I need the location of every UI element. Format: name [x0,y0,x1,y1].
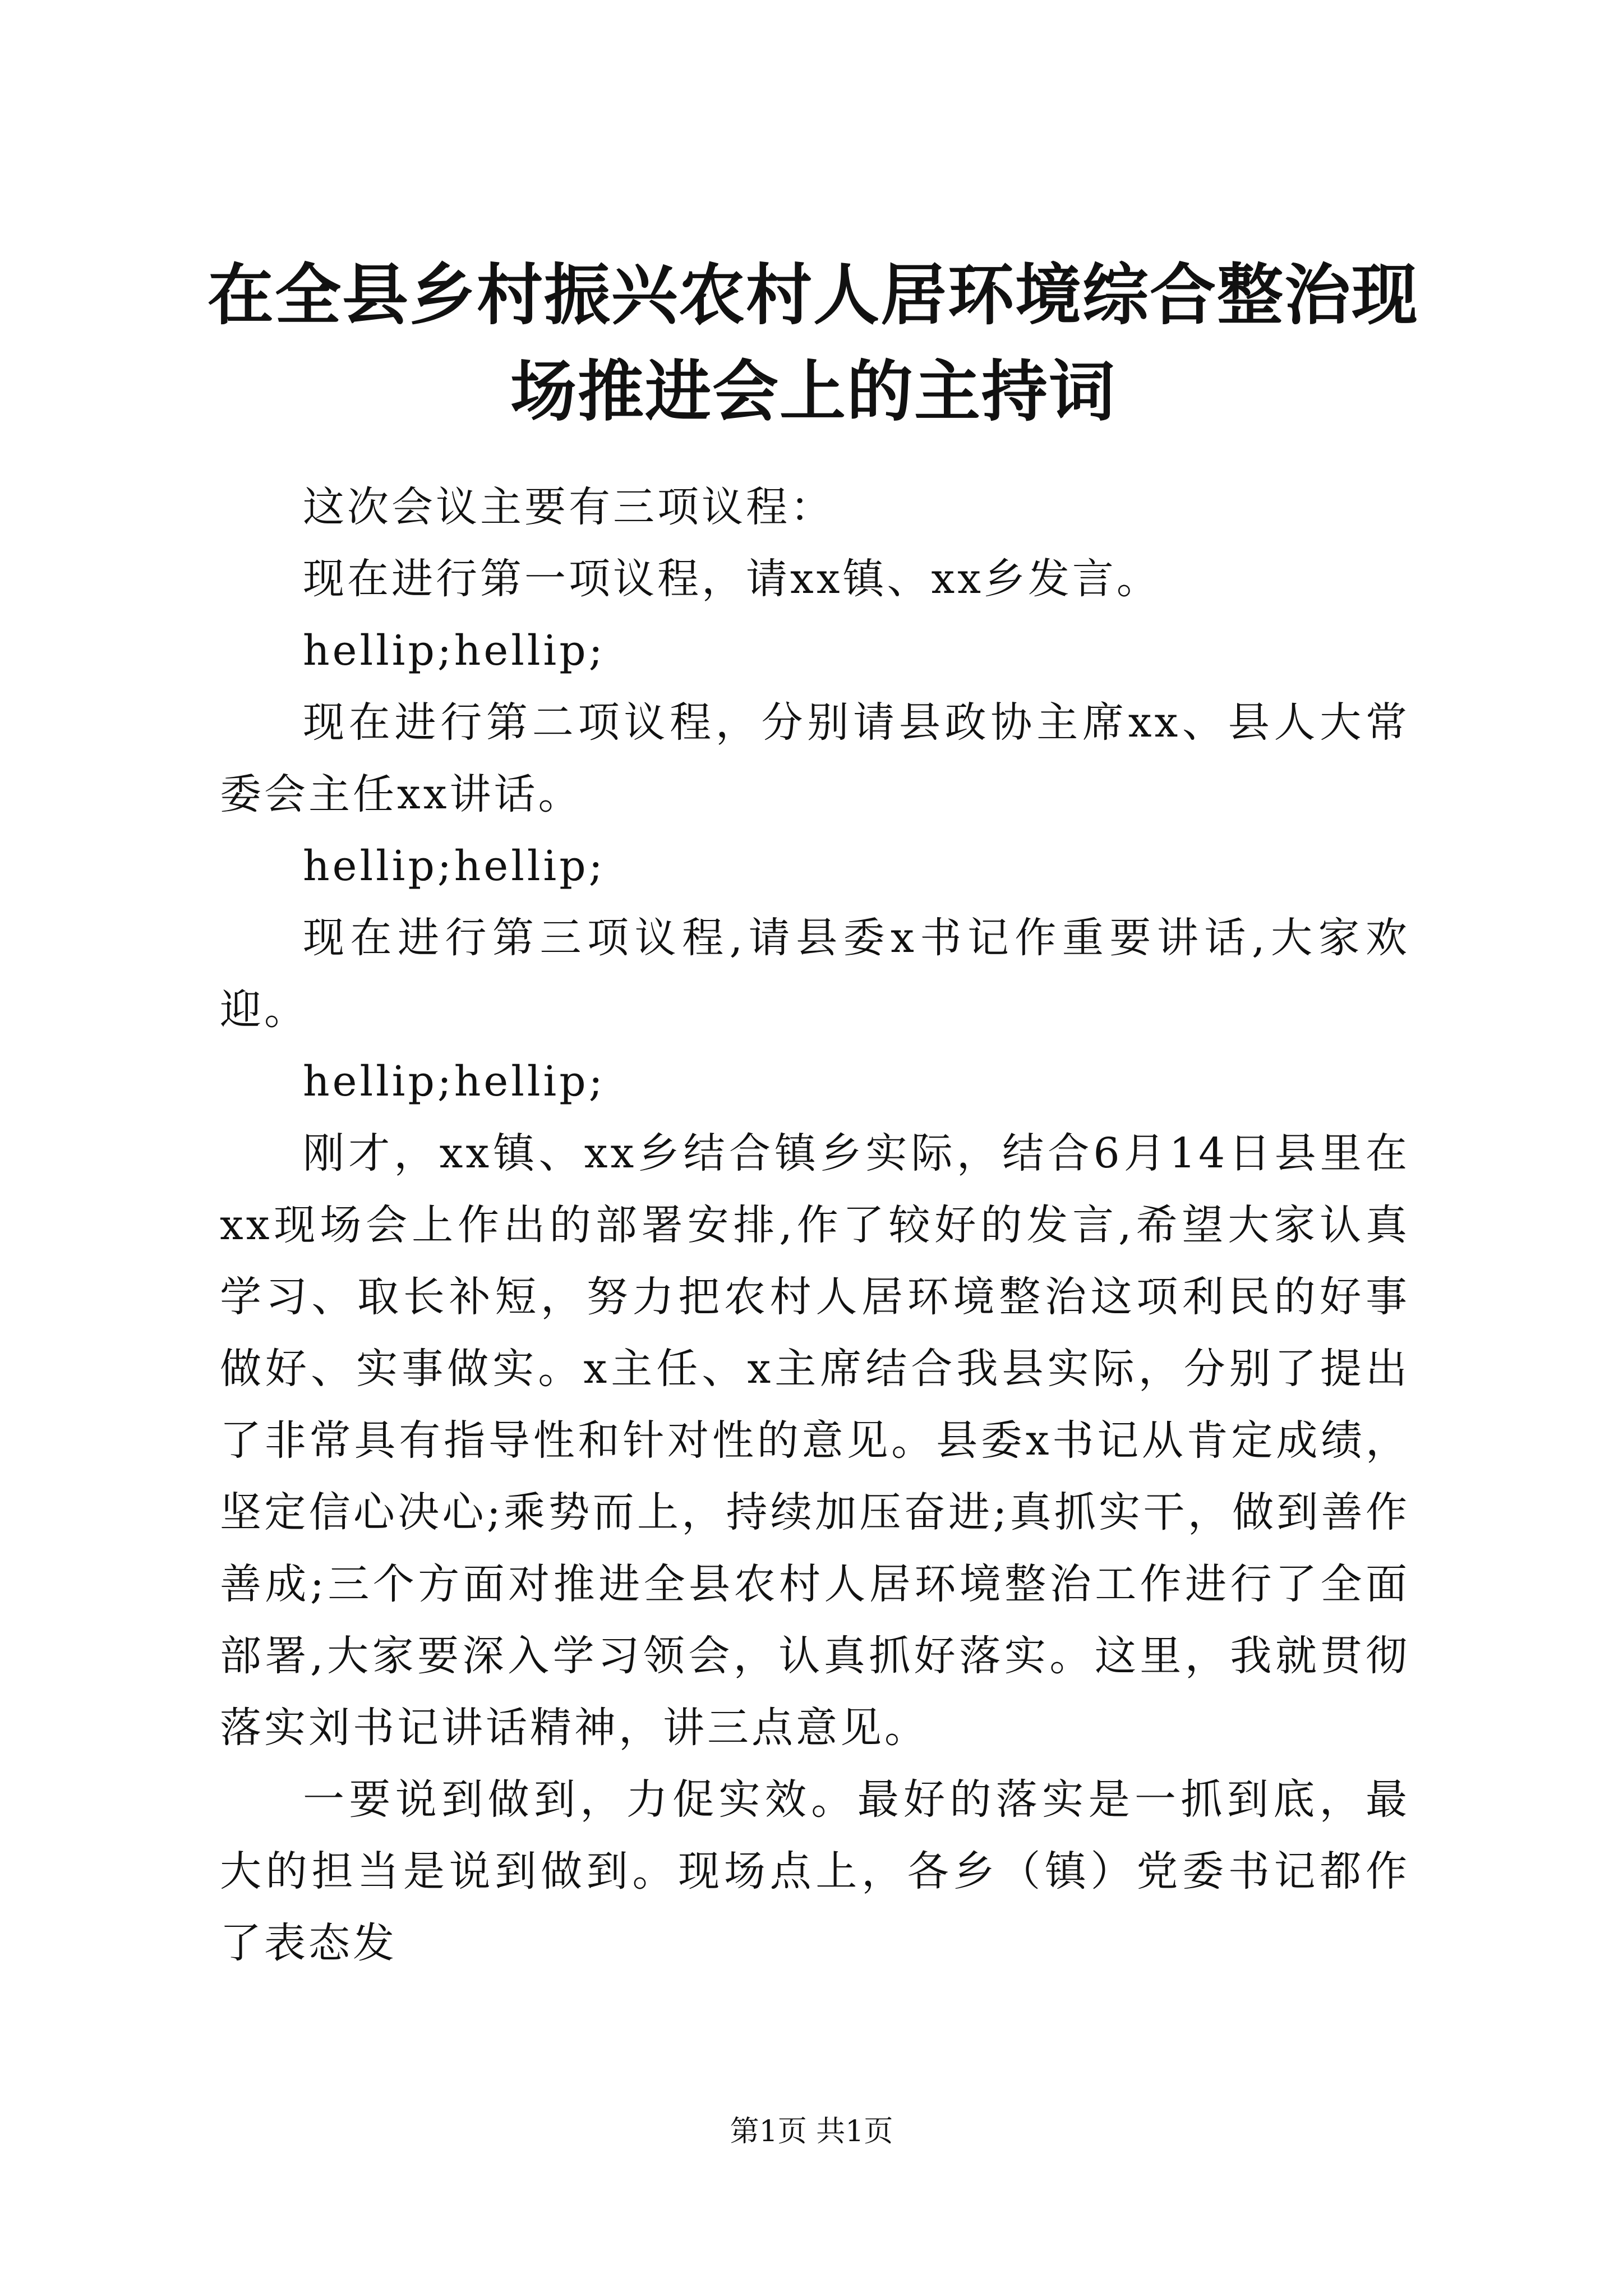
paragraph: 这次会议主要有三项议程： [303,483,834,531]
paragraph: 现在进行第一项议程，请xx镇、xx乡发言。 [303,555,1161,603]
paragraph: hellip;hellip; [303,842,606,890]
paragraph: 一要说到做到，力促实效。最好的落实是一抓到底，最大的担当是说到做到。现场点上，各乡（镇）党委书记都作了表态发 [220,1775,1410,1967]
page-footer: 第1页 共1页 [730,2115,893,2148]
paragraph: 刚才，xx镇、xx乡结合镇乡实际，结合6月14日县里在xx现场会上作出的部署安排,作了较好的发言,希望大家认真学习、取长补短，努力把农村人居环境整治这项利民的好事做好、实事做实。x主任、x主席结合我县实际，分别了提出了非常具有指导性和针对性的意见。县委x书记从肯定成绩，坚定信心决心;乘势而上，持续加压奋进;真抓实干，做到善作善成;三个方面对推进全县农村人居环境整治工作进行了全面部署,大家要深入学习领会，认真抓好落实。这里，我就贯彻落实刘书记讲话精神，讲三点意见。 [220,1129,1410,1752]
paragraph: 现在进行第三项议程,请县委x书记作重要讲话,大家欢迎。 [220,914,1410,1034]
paragraph: 现在进行第二项议程，分别请县政协主席xx、县人大常委会主任xx讲话。 [220,698,1410,818]
paragraph: hellip;hellip; [303,1057,606,1106]
paragraph: hellip;hellip; [303,627,606,675]
document-body [220,471,1410,1979]
document-title: 在全县乡村振兴农村人居环境综合整治现场推进会上的主持词 [207,256,1419,430]
